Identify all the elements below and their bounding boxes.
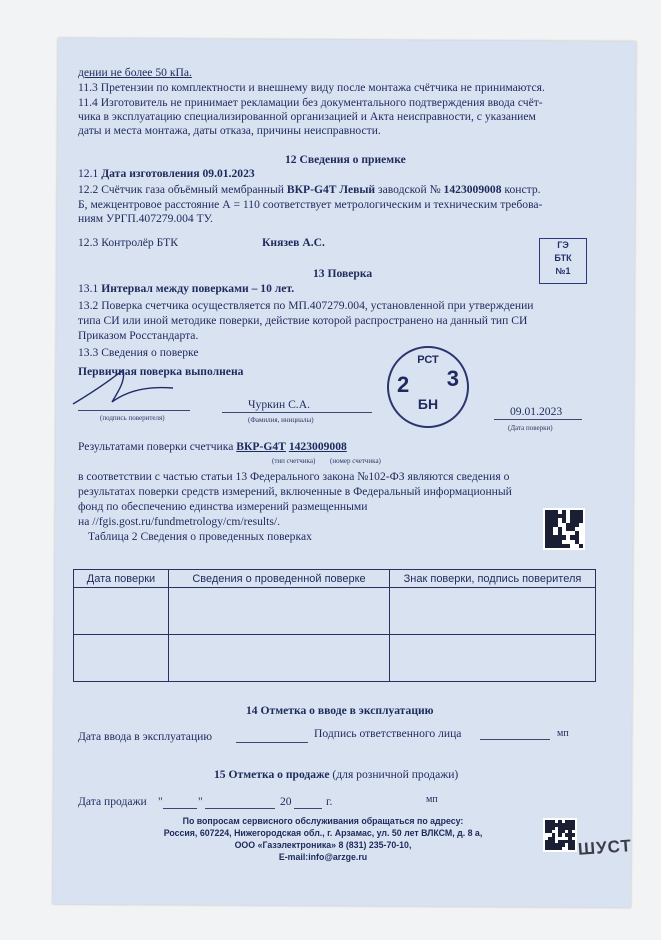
responsible-sign-label: Подпись ответственного лица <box>314 727 462 740</box>
footer-line2: Россия, 607224, Нижегородская обл., г. Арзамас, ул. 50 лет ВЛКСМ, д. 8 а, <box>163 828 483 838</box>
table-caption: Таблица 2 Сведения о проведенных поверках <box>88 530 312 543</box>
caption-name: (Фамилия, инициалы) <box>248 416 314 424</box>
serial-number: 1423009008 <box>443 183 502 196</box>
line-11-2-tail: дении не более 50 кПа. <box>78 66 192 79</box>
law-line2: результатах поверки средств измерений, включенные в Федеральный информационный <box>78 485 512 498</box>
results-prefix: Результатами поверки счетчика <box>78 440 234 453</box>
caption-date: (Дата поверки) <box>508 424 553 432</box>
line-11-4-cont1: чика в эксплуатацию специализированной организацией и Акта неисправности, с указанием <box>78 110 536 123</box>
item-12-2-line2: Б, межцентровое расстояние А = 110 соответствует метрологическим и техническим требова- <box>78 198 543 211</box>
footer-line1: По вопросам сервисного обслуживания обращаться по адресу: <box>182 816 464 826</box>
btk-stamp-line1: ГЭ <box>557 240 569 250</box>
item-13-1 <box>78 282 294 296</box>
controller-name: Князев А.С. <box>262 236 325 249</box>
sale-month-line <box>205 808 275 809</box>
item-13-3: 13.3 Сведения о поверке <box>78 346 199 359</box>
verification-round-stamp <box>387 346 469 428</box>
law-line1: в соответствии с частью статьи 13 Федерального закона №102-ФЗ являются сведения о <box>78 470 510 483</box>
verifier-signature <box>68 362 178 410</box>
table-row <box>74 635 596 682</box>
primary-verification: Первичная поверка выполнена <box>78 365 244 378</box>
results-line <box>78 440 347 454</box>
law-line3: фонд по обеспечению единства измерений размещенными <box>78 500 368 513</box>
round-stamp-bottom: БН <box>417 396 439 412</box>
btk-stamp-line2: БТК <box>554 253 572 263</box>
verification-date: 09.01.2023 <box>510 405 563 418</box>
item-12-2-mid: заводской № <box>378 183 441 196</box>
commissioning-date-label: Дата ввода в эксплуатацию <box>78 730 213 743</box>
item-12-2-prefix: 12.2 Счётчик газа объёмный мембранный <box>78 183 284 196</box>
item-12-1-num: 12.1 <box>78 167 99 180</box>
sale-date-label: Дата продажи <box>78 795 147 808</box>
qr-code-icon <box>543 508 585 550</box>
caption-type: (тип счетчика) <box>272 457 316 465</box>
verifier-name: Чуркин С.А. <box>248 398 310 411</box>
line-11-4-cont2: даты и места монтажа, даты отказа, причины неисправности. <box>78 124 381 137</box>
line-11-3: 11.3 Претензии по комплектности и внешнему виду после монтажа счётчика не принимаются. <box>78 81 545 94</box>
item-12-2-suffix: констр. <box>504 183 541 196</box>
date-line <box>494 419 582 420</box>
line-11-4: 11.4 Изготовитель не принимает рекламации без документального подтверждения ввода счёт- <box>78 96 543 109</box>
meter-model: ВКР-G4Т Левый <box>286 183 376 196</box>
sale-year-suffix: г. <box>326 795 333 808</box>
responsible-sign-line <box>480 739 550 740</box>
section-12-title: 12 Сведения о приемке <box>285 153 406 166</box>
section-15-title-main: 15 Отметка о продаже <box>214 768 330 781</box>
item-13-1-num: 13.1 <box>78 282 99 295</box>
item-13-2-line3: Приказом Росстандарта. <box>78 329 199 342</box>
item-12-1 <box>78 167 255 181</box>
sale-mp: мп <box>426 794 438 805</box>
sale-day-line <box>163 808 197 809</box>
footer-line3: ООО «Газэлектроника» 8 (831) 235-70-10, <box>234 840 412 850</box>
footer-line4: E-mail:info@arzge.ru <box>278 852 368 862</box>
section-15-title <box>214 768 458 782</box>
round-stamp-top: РСТ <box>417 354 439 366</box>
sale-year-line <box>294 808 322 809</box>
results-serial: 1423009008 <box>288 440 347 453</box>
sale-quote-close: " <box>198 795 203 808</box>
table-row <box>74 588 596 635</box>
item-12-2 <box>78 183 541 197</box>
round-stamp-left: 2 <box>397 372 410 397</box>
commissioning-mp: мп <box>557 728 569 739</box>
sale-year-prefix: 20 <box>280 795 292 808</box>
controller-label: 12.3 Контролёр БТК <box>78 236 178 249</box>
section-14-title: 14 Отметка о вводе в эксплуатацию <box>246 704 434 717</box>
item-13-2-line1: 13.2 Поверка счетчика осуществляется по МП.407279.004, установленной при утверждении <box>78 299 534 312</box>
manufacture-date: Дата изготовления 09.01.2023 <box>101 167 255 180</box>
col-verification-info: Сведения о проведенной поверке <box>169 570 390 588</box>
round-stamp-right: 3 <box>446 366 459 391</box>
corner-stamp: ШУСТ <box>577 836 633 859</box>
commissioning-date-line <box>236 742 308 743</box>
caption-signature: (подпись поверителя) <box>100 414 165 422</box>
section-13-title: 13 Поверка <box>313 267 373 280</box>
col-verification-date: Дата поверки <box>74 570 169 588</box>
results-model: ВКР-G4Т <box>236 440 286 453</box>
item-13-2-line2: типа СИ или иной методике поверки, действие которой распространено на данный тип СИ <box>78 314 528 327</box>
service-address <box>128 815 518 863</box>
btk-stamp <box>539 238 587 284</box>
footer-qr-code-icon <box>543 818 577 852</box>
sale-quote-open: " <box>158 795 163 808</box>
law-line4: на //fgis.gost.ru/fundmetrology/cm/results/. <box>78 515 280 528</box>
section-15-title-note: (для розничной продажи) <box>332 768 459 781</box>
item-12-2-line3: ниям УРГП.407279.004 ТУ. <box>78 212 213 225</box>
verification-table <box>73 569 596 682</box>
btk-stamp-line3: №1 <box>555 266 571 276</box>
verification-interval: Интервал между поверками – 10 лет. <box>101 282 295 295</box>
caption-number: (номер счетчика) <box>330 457 381 465</box>
col-verification-sign: Знак поверки, подпись поверителя <box>390 570 596 588</box>
